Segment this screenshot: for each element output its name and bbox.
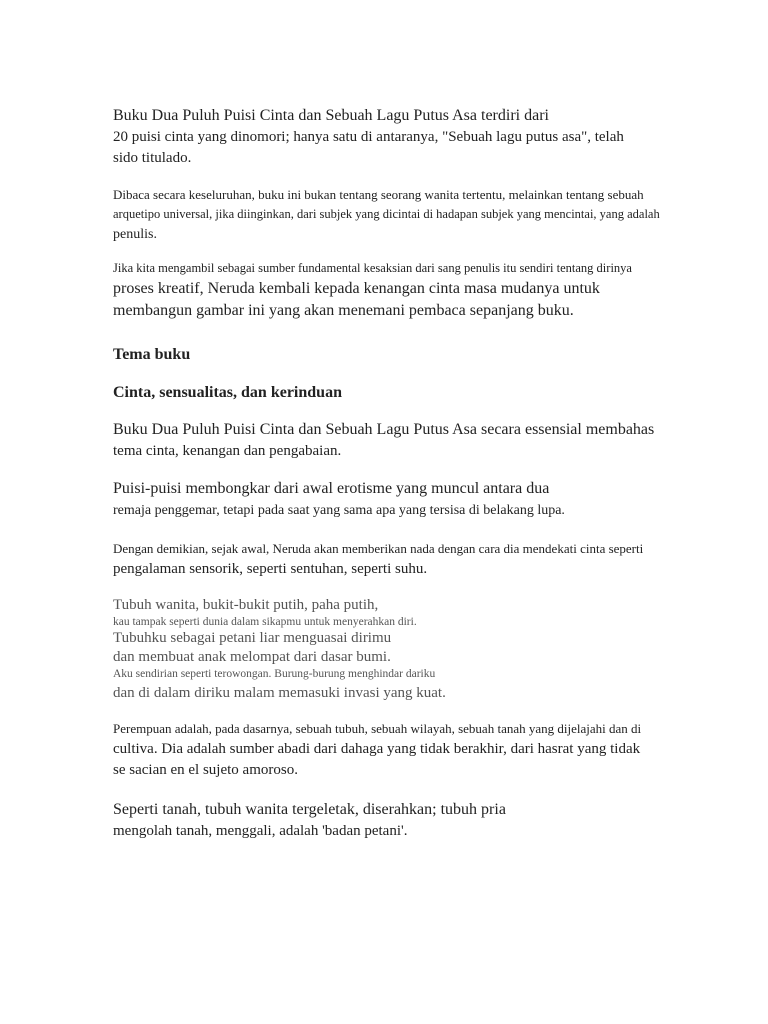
- text-line: Seperti tanah, tubuh wanita tergeletak, diserahkan; tubuh pria: [113, 801, 506, 818]
- paragraph-woman-body: [113, 719, 713, 781]
- poem-line: Tubuhku sebagai petani liar menguasai dirimu: [113, 630, 392, 646]
- text-line: Dengan demikian, sejak awal, Neruda akan memberikan nada dengan cara dia mendekati cinta seperti: [113, 541, 644, 556]
- text-line: remaja penggemar, tetapi pada saat yang sama apa yang tersisa di belakang lupa.: [113, 503, 565, 518]
- text-line: se sacian en el sujeto amoroso.: [113, 762, 298, 778]
- text-line: arquetipo universal, jika diinginkan, dari subjek yang dicintai di hadapan subjek yang mencintai, yang adalah: [113, 207, 660, 221]
- heading-love: Cinta, sensualitas, dan kerinduan: [113, 384, 342, 401]
- text-line: Dibaca secara keseluruhan, buku ini bukan tentang seorang wanita tertentu, melainkan tentang sebuah: [113, 187, 644, 202]
- text-line: 20 puisi cinta yang dinomori; hanya satu di antaranya, "Sebuah lagu putus asa", telah: [113, 129, 624, 145]
- text-line: Buku Dua Puluh Puisi Cinta dan Sebuah Lagu Putus Asa terdiri dari: [113, 107, 549, 124]
- poem-line: Tubuh wanita, bukit-bukit putih, paha putih,: [113, 597, 379, 613]
- poem-line: dan di dalam diriku malam memasuki invasi yang kuat.: [113, 685, 446, 701]
- poem-line: dan membuat anak melompat dari dasar bumi.: [113, 649, 391, 665]
- text-line: cultiva. Dia adalah sumber abadi dari dahaga yang tidak berakhir, dari hasrat yang tidak: [113, 741, 641, 757]
- document-page: [113, 105, 713, 842]
- text-line: Jika kita mengambil sebagai sumber fundamental kesaksian dari sang penulis itu sendiri tentang dirinya: [113, 261, 632, 275]
- heading-theme: Tema buku: [113, 346, 191, 363]
- poem-excerpt: [113, 596, 713, 703]
- paragraph-overview: [113, 185, 713, 245]
- text-line: mengolah tanah, menggali, adalah 'badan petani'.: [113, 823, 408, 839]
- text-line: Perempuan adalah, pada dasarnya, sebuah tubuh, sebuah wilayah, sebuah tanah yang dijelajahi dan di: [113, 721, 642, 736]
- text-line: Puisi-puisi membongkar dari awal erotisme yang muncul antara dua: [113, 480, 550, 497]
- paragraph-source: [113, 259, 713, 322]
- text-line: pengalaman sensorik, seperti sentuhan, seperti suhu.: [113, 561, 428, 577]
- text-line: Buku Dua Puluh Puisi Cinta dan Sebuah Lagu Putus Asa secara essensial membahas: [113, 421, 655, 438]
- poem-line: kau tampak seperti dunia dalam sikapmu untuk menyerahkan diri.: [113, 616, 417, 628]
- paragraph-essential: [113, 419, 713, 462]
- paragraph-land: [113, 799, 713, 842]
- text-line: membangun gambar ini yang akan menemani pembaca sepanjang buku.: [113, 302, 574, 319]
- paragraph-erotism: [113, 478, 713, 521]
- text-line: proses kreatif, Neruda kembali kepada kenangan cinta masa mudanya untuk: [113, 280, 600, 297]
- text-line: penulis.: [113, 227, 157, 242]
- paragraph-sensory: [113, 539, 713, 580]
- paragraph-intro: [113, 105, 713, 169]
- text-line: sido titulado.: [113, 150, 192, 166]
- poem-line: Aku sendirian seperti terowongan. Burung-burung menghindar dariku: [113, 668, 436, 680]
- text-line: tema cinta, kenangan dan pengabaian.: [113, 443, 342, 459]
